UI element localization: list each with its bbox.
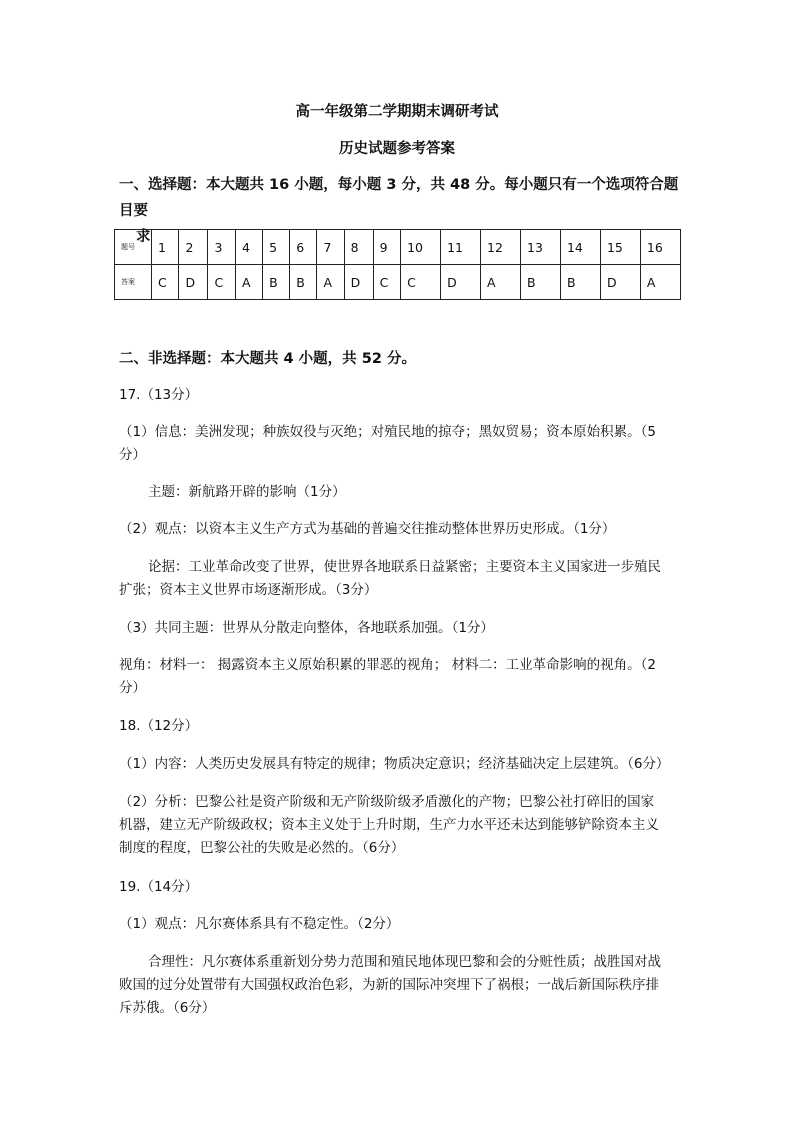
answer-cell: B [521,265,561,300]
q17-evidence-line1: 论据：工业革命改变了世界，使世界各地联系日益紧密；主要资本主义国家进一步殖民 [148,559,661,575]
q17-evidence [119,556,678,602]
q17-evidence-line2: 扩张；资本主义世界市场逐渐形成。（3分） [119,582,378,598]
answer-cell: B [560,265,600,300]
q19-rationale-line3: 斥苏俄。（6分） [119,1000,216,1016]
number-cell: 13 [521,230,561,265]
answer-cell: D [344,265,373,300]
section1-heading-line1: 一、选择题：本大题共 16 小题，每小题 3 分，共 48 分。每小题只有一个选项符合题目要 [119,177,679,219]
q17-part3: （3）共同主题：世界从分散走向整体，各地联系加强。（1分） [119,620,494,636]
number-cell: 6 [290,230,317,265]
q17-part2: （2）观点：以资本主义生产方式为基础的普遍交往推动整体世界历史形成。（1分） [119,521,616,537]
q18-part2-line1: （2）分析：巴黎公社是资产阶级和无产阶级阶级矛盾激化的产物；巴黎公社打碎旧的国家 [119,794,655,810]
number-cell: 8 [344,230,373,265]
page-title: 高一年级第二学期期末调研考试 [295,104,499,120]
q19-rationale-line2: 败国的过分处置带有大国强权政治色彩，为新的国际冲突埋下了祸根；一战后新国际秩序排 [119,977,659,993]
number-cell: 4 [235,230,262,265]
section2-heading: 二、非选择题：本大题共 4 小题，共 52 分。 [119,351,416,367]
answer-cell: C [208,265,235,300]
q18-part1: （1）内容：人类历史发展具有特定的规律；物质决定意识；经济基础决定上层建筑。（6分） [119,756,670,772]
number-cell: 1 [152,230,179,265]
number-cell: 7 [317,230,344,265]
answer-cell: A [235,265,262,300]
q19-header: 19.（14分） [119,879,199,895]
answer-cell: B [290,265,317,300]
number-cell: 16 [640,230,680,265]
number-cell: 9 [373,230,400,265]
answer-cell: B [263,265,290,300]
number-cell: 5 [263,230,290,265]
q17-header: 17.（13分） [119,387,199,403]
q17-perspective [119,654,677,700]
answer-cell: A [481,265,521,300]
answer-cell: C [152,265,179,300]
q19-part1: （1）观点：凡尔赛体系具有不稳定性。（2分） [119,916,400,932]
page-subtitle: 历史试题参考答案 [339,141,455,157]
answer-table [114,229,681,300]
number-cell: 12 [481,230,521,265]
q18-part2 [119,791,677,860]
q18-header: 18.（12分） [119,718,199,734]
q17-part1-line2: 分） [119,447,146,463]
q18-part2-line3: 制度的程度，巴黎公社的失败是必然的。（6分） [119,840,405,856]
table-row-numbers [115,230,681,265]
number-cell: 14 [560,230,600,265]
number-cell: 11 [441,230,481,265]
q17-theme: 主题：新航路开辟的影响（1分） [148,484,346,500]
number-cell: 15 [600,230,640,265]
q17-part1 [119,421,677,467]
answer-cell: C [373,265,400,300]
answer-cell: A [317,265,344,300]
answer-cell: D [179,265,208,300]
q19-rationale-line1: 合理性：凡尔赛体系重新划分势力范围和殖民地体现巴黎和会的分赃性质；战胜国对战 [148,954,661,970]
q17-perspective-line2: 分） [119,680,146,696]
section1-heading-line2: 求 [136,229,151,245]
number-cell: 3 [208,230,235,265]
row-label-number: 题号 [115,230,152,265]
answer-cell: A [640,265,680,300]
q19-rationale [119,951,678,1020]
number-cell: 10 [401,230,441,265]
number-cell: 2 [179,230,208,265]
answer-cell: D [600,265,640,300]
answer-cell: C [401,265,441,300]
q17-part1-line1: （1）信息：美洲发现；种族奴役与灭绝；对殖民地的掠夺；黑奴贸易；资本原始积累。（5 [119,424,656,440]
answer-cell: D [441,265,481,300]
table-row-answers [115,265,681,300]
row-label-answer: 答案 [115,265,152,300]
q17-perspective-line1: 视角：材料一： 揭露资本主义原始积累的罪恶的视角； 材料二：工业革命影响的视角。（2 [119,657,656,673]
q18-part2-line2: 机器，建立无产阶级政权；资本主义处于上升时期，生产力水平还未达到能够铲除资本主义 [119,817,659,833]
